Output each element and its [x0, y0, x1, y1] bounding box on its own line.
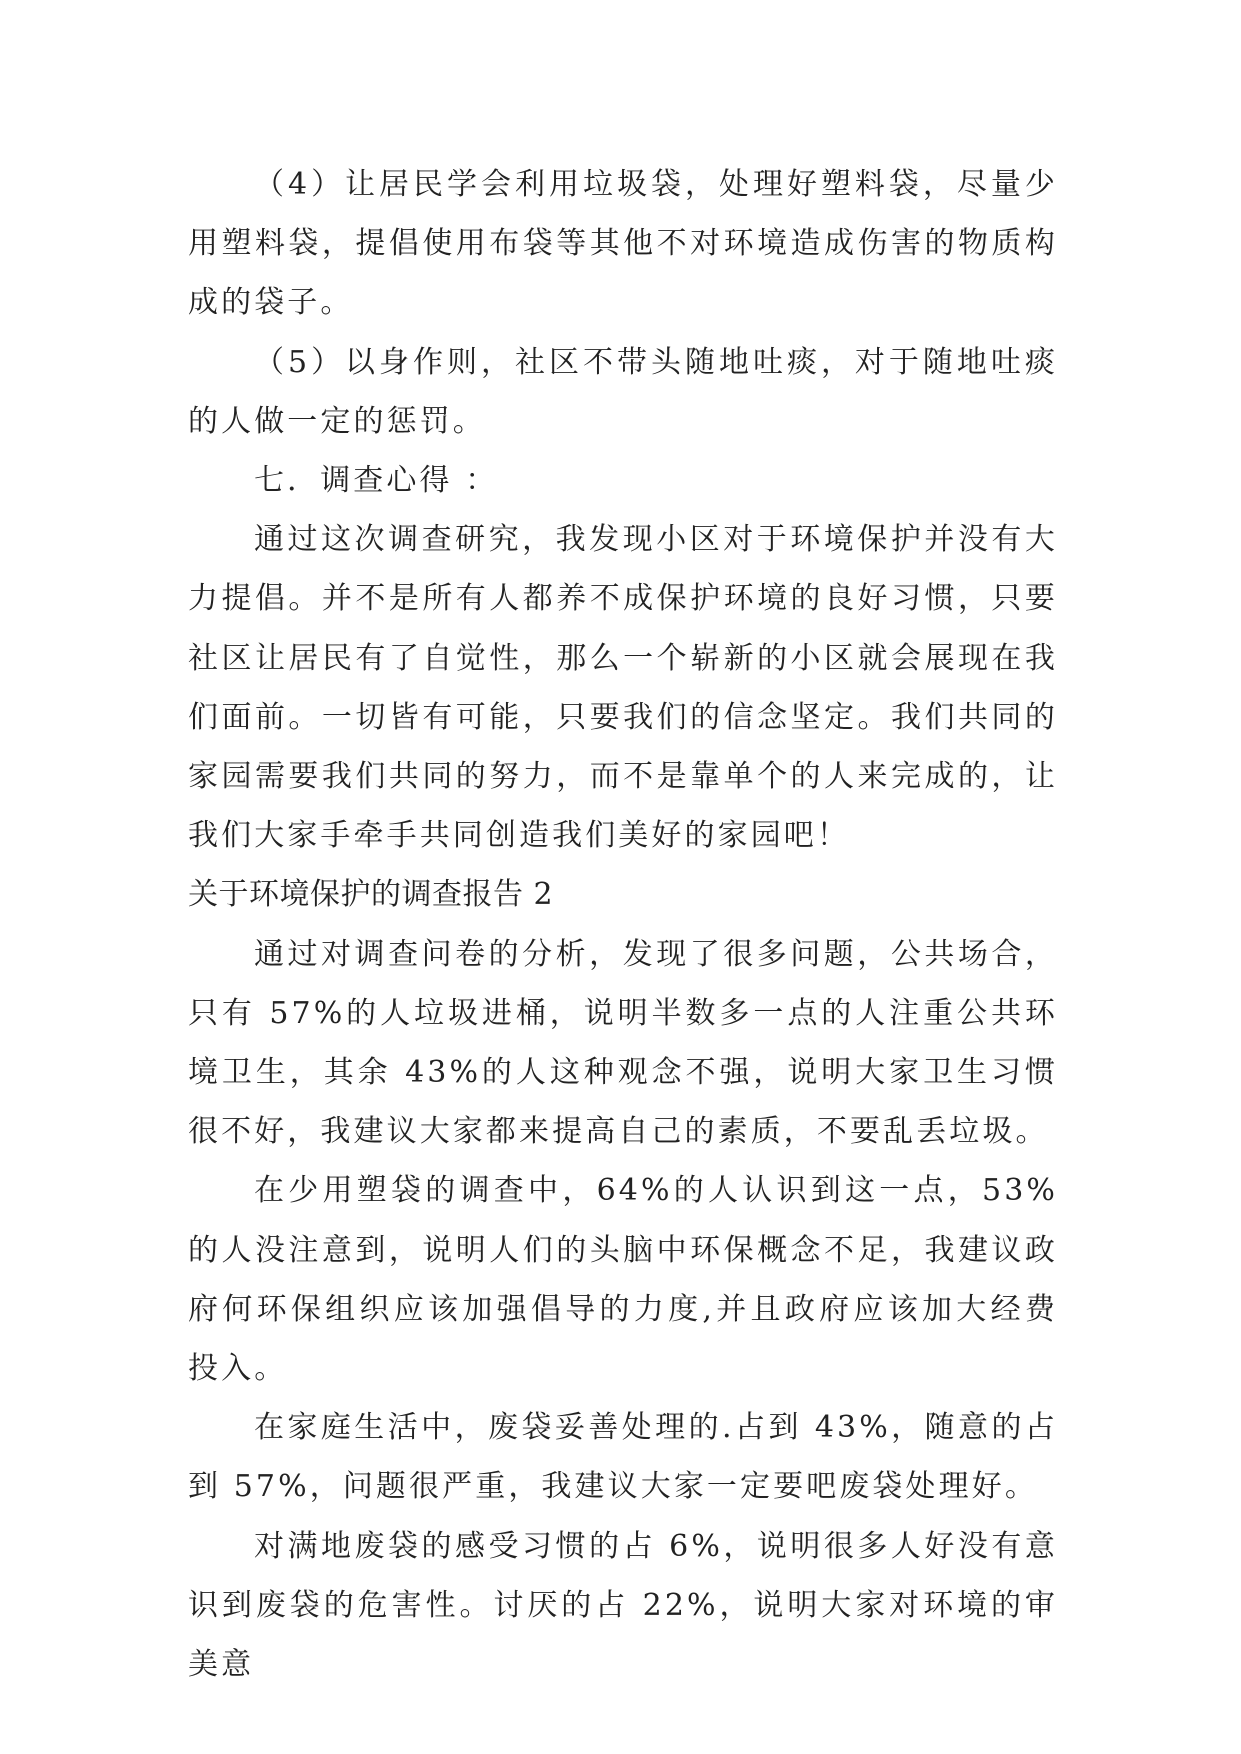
document-body	[188, 155, 1058, 1694]
paragraph-suggestion-4: （4）让居民学会利用垃圾袋，处理好塑料袋，尽量少用塑料袋，提倡使用布袋等其他不对环境造成伤害的物质构成的袋子。	[188, 167, 1058, 321]
paragraph-suggestion-5: （5）以身作则，社区不带头随地吐痰，对于随地吐痰的人做一定的惩罚。	[188, 344, 1058, 439]
paragraph-plastic-bags: 在少用塑袋的调查中，64%的人认识到这一点，53%的人没注意到，说明人们的头脑中环保概念不足，我建议政府何环保组织应该加强倡导的力度,并且政府应该加大经费投入。	[188, 1173, 1058, 1387]
section-heading-survey-reflections: 七．调查心得 ：	[254, 463, 499, 499]
paragraph-bag-attitudes: 对满地废袋的感受习惯的占 6%，说明很多人好没有意识到废袋的危害性。讨厌的占 22%，说明大家对环境的审美意	[188, 1528, 1058, 1683]
paragraph-reflections: 通过这次调查研究，我发现小区对于环境保护并没有大力提倡。并不是所有人都养不成保护环境的良好习惯，只要社区让居民有了自觉性，那么一个崭新的小区就会展现在我们面前。一切皆有可能，只要我们的信念坚定。我们共同的家园需要我们共同的努力，而不是靠单个的人来完成的，让我们大家手牵手共同创造我们美好的家园吧！	[188, 522, 1058, 854]
report-title: 关于环境保护的调查报告 2	[188, 877, 554, 913]
paragraph-public-litter: 通过对调查问卷的分析，发现了很多问题，公共场合，只有 57%的人垃圾进桶，说明半数多一点的人注重公共环境卫生，其余 43%的人这种观念不强，说明大家卫生习惯很不好，我建议大家都来提高自己的素质，不要乱丢垃圾。	[188, 936, 1058, 1150]
paragraph-household-bags: 在家庭生活中，废袋妥善处理的.占到 43%，随意的占到 57%，问题很严重，我建议大家一定要吧废袋处理好。	[188, 1410, 1058, 1505]
